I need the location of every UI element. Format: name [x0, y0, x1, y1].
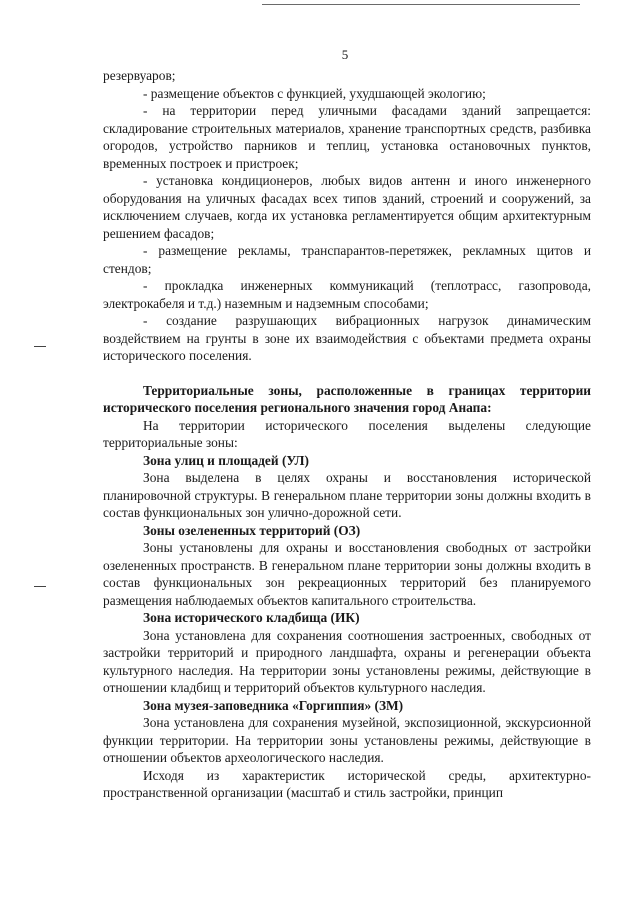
- zone-description: Зона установлена для сохранения соотношения застроенных, свободных от застройки территорий и природного ландшафта, охраны и регенерации объекта культурного наследия. На территории зоны установлены режимы, действующие в отношении кладбищ и территорий объектов культурного наследия.: [103, 627, 591, 695]
- zone-description: Зона установлена для сохранения музейной, экспозиционной, экскурсионной функции территории. На территории зоны установлены режимы, действующие в отношении объектов археологического наследия.: [103, 715, 591, 765]
- list-item: - размещение рекламы, транспарантов-перетяжек, рекламных щитов и стендов;: [103, 243, 591, 276]
- list-continuation: резервуаров;: [103, 68, 176, 83]
- margin-mark: [34, 586, 46, 587]
- margin-mark: [34, 346, 46, 347]
- zone-heading: Зона музея-заповедника «Горгиппия» (ЗМ): [143, 697, 404, 713]
- header-rule: [262, 4, 580, 5]
- list-item: - прокладка инженерных коммуникаций (теплотрасс, газопровода, электрокабеля и т.д.) наземным и надземным способами;: [103, 278, 591, 311]
- section-title: Территориальные зоны, расположенные в границах территории исторического поселения регионального значения город Анапа:: [103, 382, 591, 415]
- zone-heading: Зона улиц и площадей (УЛ): [143, 452, 309, 468]
- zone-heading: Зона исторического кладбища (ИК): [143, 610, 360, 625]
- page-number: 5: [341, 47, 349, 62]
- list-item: - создание разрушающих вибрационных нагрузок динамическим воздействием на грунты в зоне их взаимодействия с объектами предмета охраны исторического поселения.: [103, 313, 591, 363]
- zone-heading: Зоны озелененных территорий (ОЗ): [143, 522, 361, 538]
- section-intro: На территории исторического поселения выделены следующие территориальные зоны:: [103, 417, 591, 450]
- document-body: [103, 67, 591, 802]
- list-item: - установка кондиционеров, любых видов антенн и иного инженерного оборудования на уличных фасадах всех типов зданий, строений и сооружений, за исключением случаев, когда их установка регламентируется общим архитектурным решением фасадов;: [103, 173, 591, 241]
- closing-paragraph: Исходя из характеристик исторической среды, архитектурно-пространственной организации (масштаб и стиль застройки, принцип: [103, 767, 591, 800]
- zone-description: Зоны установлены для охраны и восстановления свободных от застройки озелененных пространств. В генеральном плане территории зоны должны входить в состав функциональных зон рекреационных территорий без планируемого размещения наблюдаемых объектов капитального строительства.: [103, 540, 591, 608]
- list-item: - размещение объектов с функцией, ухудшающей экологию;: [143, 85, 486, 101]
- zone-description: Зона выделена в целях охраны и восстановления исторической планировочной структуры. В генеральном плане территории зоны должны входить в состав функциональных зон улично-дорожной сети.: [103, 470, 591, 520]
- list-item: - на территории перед уличными фасадами зданий запрещается: складирование строительных материалов, хранение транспортных средств, разбивка огородов, устройство парников и теплиц, установка остановочных пунктов, временных построек и пристроек;: [103, 103, 591, 171]
